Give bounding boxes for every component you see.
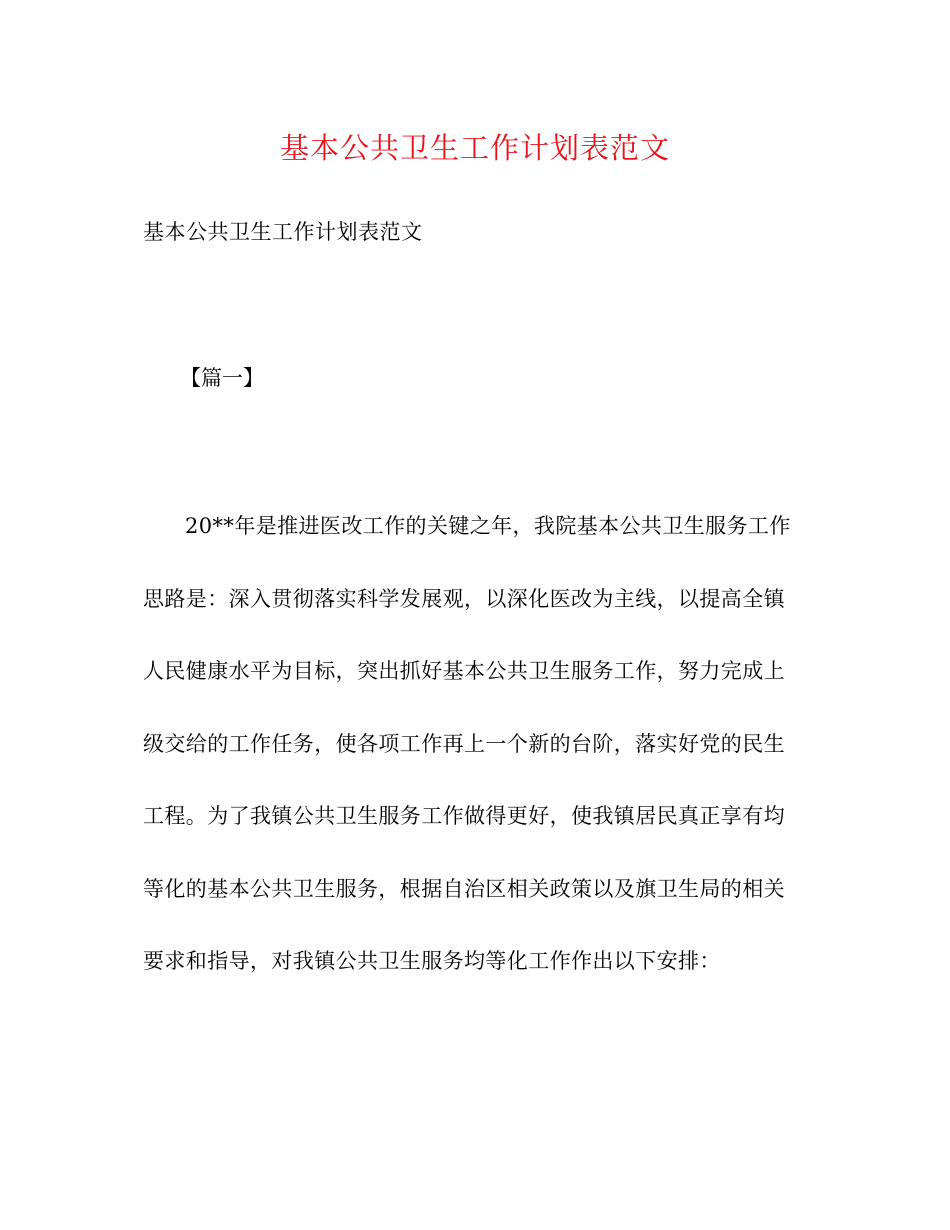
paragraph-line: 思路是：深入贯彻落实科学发展观，以深化医改为主线，以提高全镇: [143, 586, 785, 611]
paragraph-line: 人民健康水平为目标，突出抓好基本公共卫生服务工作，努力完成上: [143, 659, 785, 683]
section-heading: 【篇一】: [180, 366, 264, 390]
document-subtitle: 基本公共卫生工作计划表范文: [143, 220, 423, 244]
paragraph-line: 工程。为了我镇公共卫生服务工作做得更好，使我镇居民真正享有均: [143, 804, 785, 828]
paragraph-line: 20**年是推进医改工作的关键之年，我院基本公共卫生服务工作: [185, 514, 791, 538]
body-paragraph: [143, 508, 796, 1016]
paragraph-line: 等化的基本公共卫生服务，根据自治区相关政策以及旗卫生局的相关: [143, 876, 785, 901]
paragraph-line: 要求和指导，对我镇公共卫生服务均等化工作作出以下安排：: [143, 949, 721, 973]
document-title: 基本公共卫生工作计划表范文: [279, 131, 670, 165]
paragraph-line: 级交给的工作任务，使各项工作再上一个新的台阶，落实好党的民生: [143, 731, 785, 756]
